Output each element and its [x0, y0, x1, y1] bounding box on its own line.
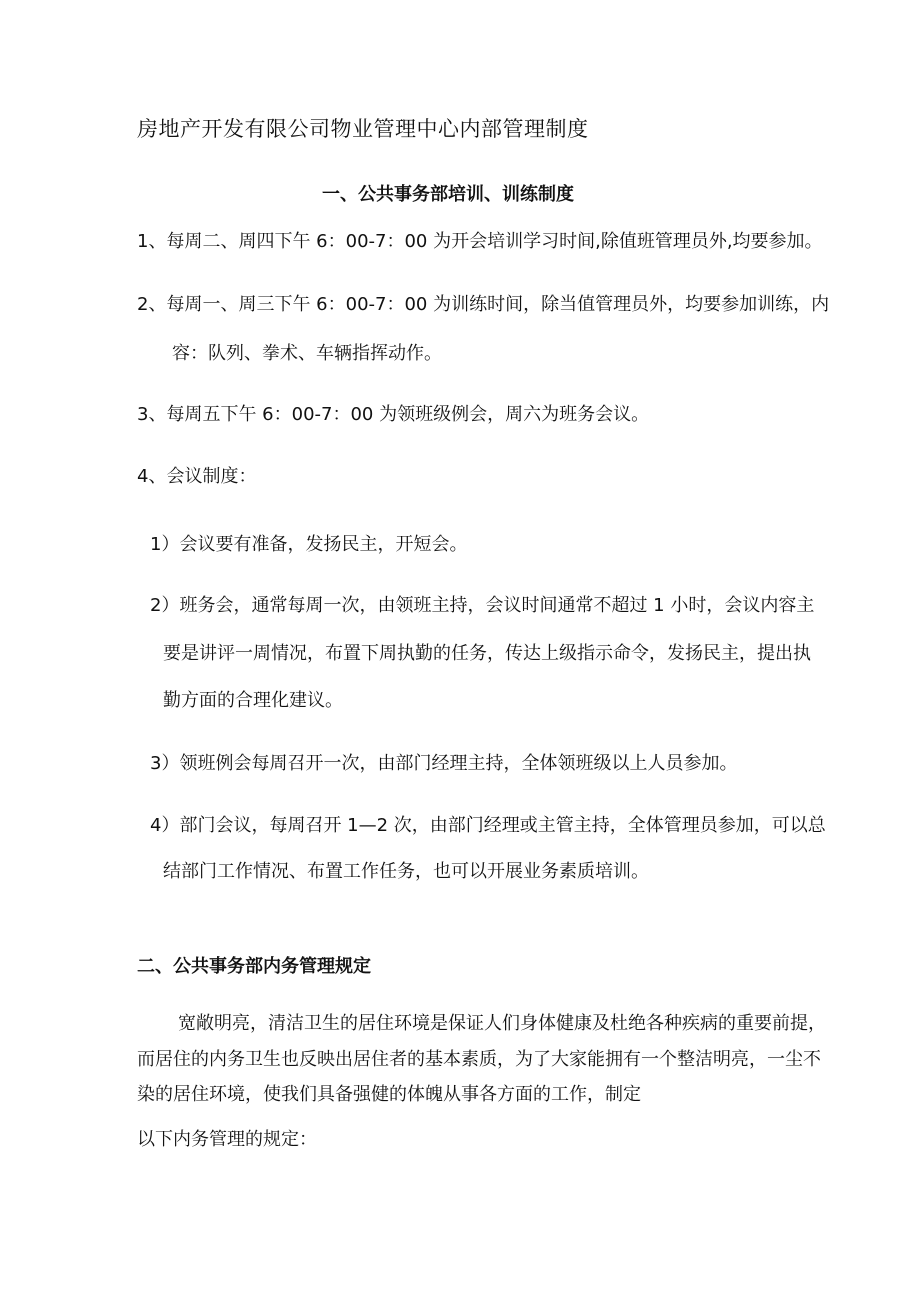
section2-heading: 二、公共事务部内务管理规定 [137, 956, 371, 977]
section2-para-line1: 宽敞明亮，清洁卫生的居住环境是保证人们身体健康及杜绝各种疾病的重要前提， [178, 1013, 826, 1034]
section2-para-line4: 以下内务管理的规定： [137, 1129, 317, 1150]
section1-sub2-line2: 要是讲评一周情况，布置下周执勤的任务，传达上级指示命令，发扬民主，提出执 [163, 643, 811, 664]
section1-sub3: 3）领班例会每周召开一次，由部门经理主持，全体领班级以上人员参加。 [150, 753, 738, 774]
section1-sub2-line1: 2）班务会，通常每周一次，由领班主持，会议时间通常不超过 1 小时，会议内容主 [150, 595, 815, 616]
section1-heading: 一、公共事务部培训、训练制度 [322, 184, 574, 205]
section1-item2-line2: 容：队列、拳术、车辆指挥动作。 [172, 343, 442, 364]
section1-sub1: 1）会议要有准备，发扬民主，开短会。 [150, 534, 468, 555]
section1-item4: 4、会议制度： [137, 466, 257, 487]
section1-item1: 1、每周二、周四下午 6：00-7：00 为开会培训学习时间,除值班管理员外,均要参加。 [137, 231, 823, 252]
section1-sub2-line3: 勤方面的合理化建议。 [163, 690, 343, 711]
section1-sub4-line2: 结部门工作情况、布置工作任务，也可以开展业务素质培训。 [163, 861, 649, 882]
section2-para-line3: 染的居住环境，使我们具备强健的体魄从事各方面的工作，制定 [137, 1084, 641, 1105]
document-title: 房地产开发有限公司物业管理中心内部管理制度 [137, 117, 589, 141]
section2-para-line2: 而居住的内务卫生也反映出居住者的基本素质，为了大家能拥有一个整洁明亮，一尘不 [137, 1049, 821, 1070]
section1-item2-line1: 2、每周一、周三下午 6：00-7：00 为训练时间，除当值管理员外，均要参加训练，内 [137, 294, 830, 315]
section1-item3: 3、每周五下午 6：00-7：00 为领班级例会，周六为班务会议。 [137, 404, 650, 425]
section1-sub4-line1: 4）部门会议，每周召开 1—2 次，由部门经理或主管主持，全体管理员参加，可以总 [150, 815, 826, 836]
